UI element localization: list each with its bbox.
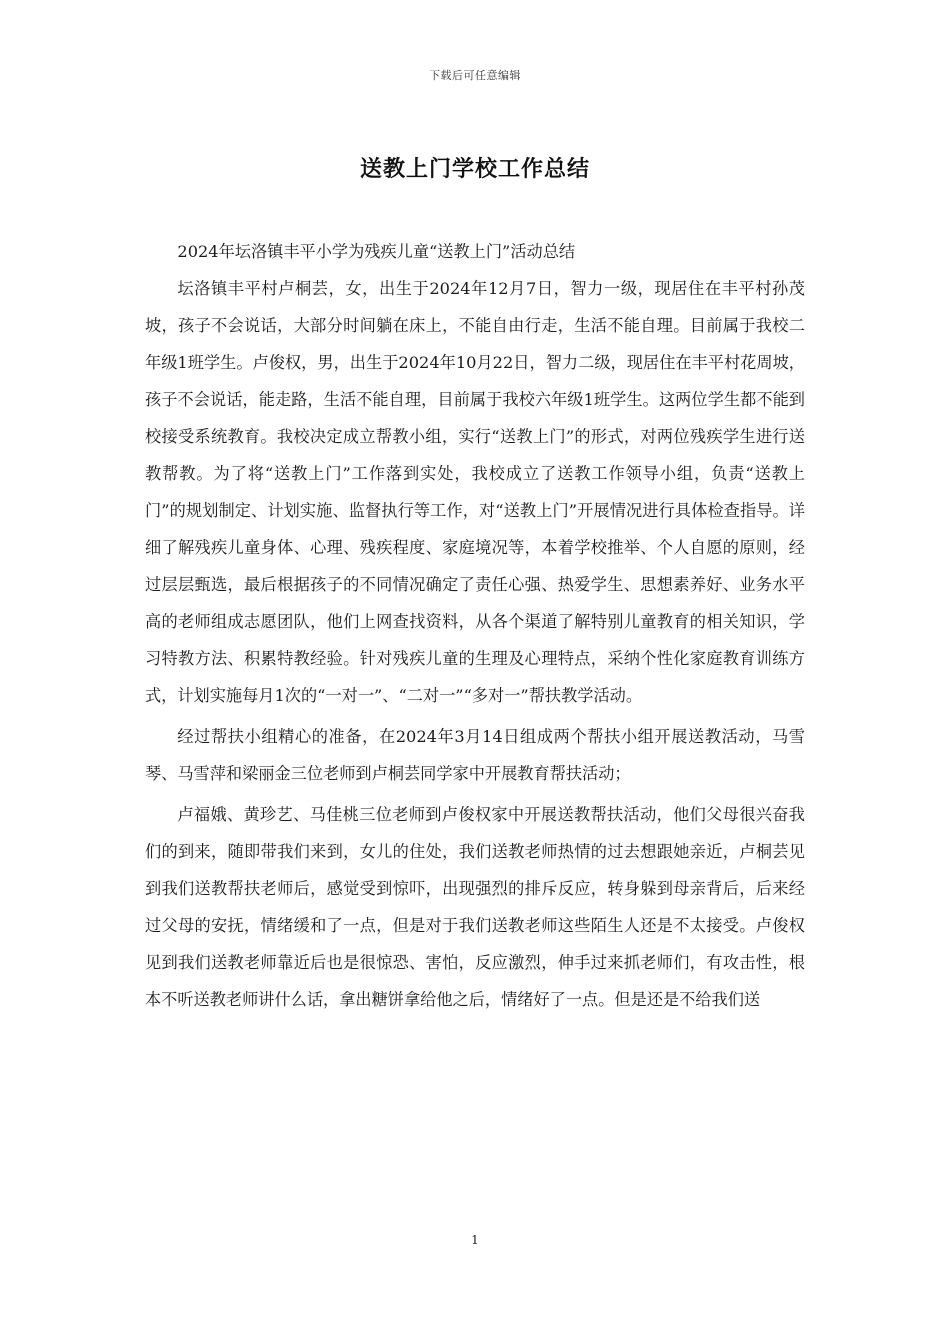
body-paragraph-2: 经过帮扶小组精心的准备，在2024年3月14日组成两个帮扶小组开展送教活动，马雪琴、马雪萍和梁丽金三位老师到卢桐芸同学家中开展教育帮扶活动； <box>145 727 805 783</box>
page-number: 1 <box>471 1233 479 1247</box>
subtitle-paragraph: 2024年坛洛镇丰平小学为残疾儿童“送教上门”活动总结 <box>177 242 576 261</box>
header-note: 下载后可任意编辑 <box>429 69 521 82</box>
body-paragraph-1: 坛洛镇丰平村卢桐芸，女，出生于2024年12月7日，智力一级，现居住在丰平村孙茂坡，孩子不会说话，大部分时间躺在床上，不能自由行走，生活不能自理。目前属于我校二年级1班学生。卢俊权，男，出生于2024年10月22日，智力二级，现居住在丰平村花周坡，孩子不会说话，能走路，生活不能自理，目前属于我校六年级1班学生。这两位学生都不能到校接受系统教育。我校决定成立帮教小组，实行“送教上门”的形式，对两位残疾学生进行送教帮教。为了将“送教上门”工作落到实处，我校成立了送教工作领导小组，负责“送教上门”的规划制定、计划实施、监督执行等工作，对“送教上门”开展情况进行具体检查指导。详细了解残疾儿童身体、心理、残疾程度、家庭境况等，本着学校推举、个人自愿的原则，经过层层甄选，最后根据孩子的不同情况确定了责任心强、热爱学生、思想素养好、业务水平高的老师组成志愿团队，他们上网查找资料，从各个渠道了解特别儿童教育的相关知识，学习特教方法、积累特教经验。针对残疾儿童的生理及心理特点，采纳个性化家庭教育训练方式，计划实施每月1次的“一对一”、“二对一”“多对一”帮扶教学活动。 <box>145 279 805 705</box>
document-title: 送教上门学校工作总结 <box>359 157 590 182</box>
body-paragraph-3: 卢福娥、黄珍艺、马佳桃三位老师到卢俊权家中开展送教帮扶活动，他们父母很兴奋我们的到来，随即带我们来到，女儿的住处，我们送教老师热情的过去想跟她亲近，卢桐芸见到我们送教帮扶老师后，感觉受到惊吓，出现强烈的排斥反应，转身躲到母亲背后，后来经过父母的安抚，情绪缓和了一点，但是对于我们送教老师这些陌生人还是不太接受。卢俊权见到我们送教老师靠近后也是很惊恐、害怕，反应激烈，伸手过来抓老师们，有攻击性，根本不听送教老师讲什么话，拿出糖饼拿给他之后，情绪好了一点。但是还是不给我们送 <box>145 805 805 1009</box>
document-body <box>145 233 805 1018</box>
